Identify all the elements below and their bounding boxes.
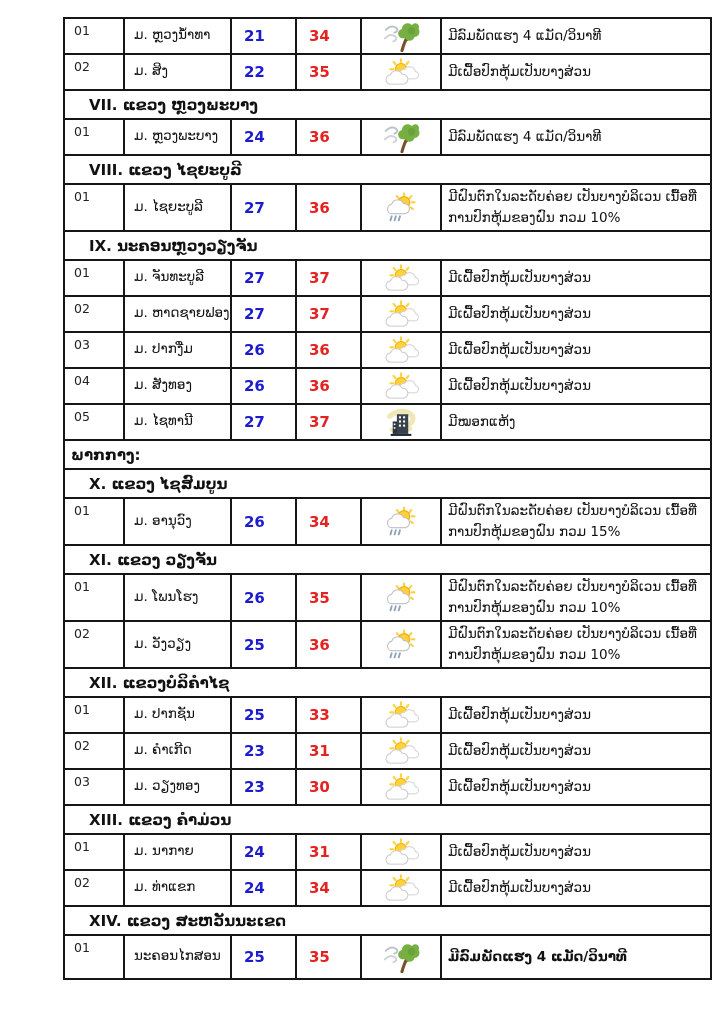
max-temperature: 35 <box>297 936 362 978</box>
sun-rain-icon <box>362 622 442 667</box>
weather-icon-glyph <box>382 263 420 294</box>
table-row <box>65 622 710 669</box>
weather-description: ມີຝົນຕົກໃນລະດັບຄ່ອຍ ເປັນບາງບໍລິເວນ ເນື້ອທີ່ການປົກຫຸ້ມຂອງຝົນ ກວມ 15% <box>448 502 697 540</box>
max-temperature: 36 <box>297 622 362 667</box>
weather-description: ມີເຝື້ອປົກຫຸ້ມເປັນບາງສ່ວນ <box>448 742 591 759</box>
max-temperature: 31 <box>297 734 362 768</box>
province-section-header <box>65 669 710 698</box>
district-name: ມ. ໄຊຍະບູລີ <box>125 185 232 230</box>
district-name: ນະຄອນໄກສອນ <box>125 936 232 978</box>
sun-rain-icon <box>362 499 442 544</box>
table-row <box>65 698 710 734</box>
row-number: 03 <box>65 770 125 804</box>
weather-icon-glyph <box>382 192 420 223</box>
max-temperature: 34 <box>297 499 362 544</box>
row-number: 01 <box>65 936 125 978</box>
row-number: 01 <box>65 261 125 295</box>
min-temperature: 27 <box>232 405 297 439</box>
min-temperature: 25 <box>232 698 297 732</box>
table-row <box>65 575 710 622</box>
region-header <box>65 441 710 470</box>
province-section-label: XI. ແຂວງ ວຽງຈັນ <box>89 550 218 569</box>
table-row <box>65 369 710 405</box>
district-name: ມ. ຄຳເກີດ <box>125 734 232 768</box>
partly-cloudy-icon <box>362 261 442 295</box>
province-section-header <box>65 907 710 936</box>
weather-icon-glyph <box>382 700 420 731</box>
weather-icon-glyph <box>382 772 420 803</box>
max-temperature: 34 <box>297 871 362 905</box>
max-temperature: 34 <box>297 19 362 53</box>
table-row <box>65 499 710 546</box>
district-name: ມ. ປາກຊັນ <box>125 698 232 732</box>
row-number: 01 <box>65 698 125 732</box>
weather-description: ມີເຝື້ອປົກຫຸ້ມເປັນບາງສ່ວນ <box>448 341 591 358</box>
row-number: 02 <box>65 622 125 667</box>
partly-cloudy-icon <box>362 698 442 732</box>
min-temperature: 27 <box>232 261 297 295</box>
sun-rain-icon <box>362 575 442 620</box>
table-row <box>65 261 710 297</box>
table-row <box>65 936 710 978</box>
min-temperature: 26 <box>232 499 297 544</box>
min-temperature: 24 <box>232 120 297 154</box>
min-temperature: 24 <box>232 871 297 905</box>
weather-icon-glyph <box>382 629 420 660</box>
weather-icon-glyph <box>382 122 420 153</box>
province-section-label: VIII. ແຂວງ ໄຊຍະບູລີ <box>89 160 242 179</box>
min-temperature: 26 <box>232 575 297 620</box>
row-number: 01 <box>65 120 125 154</box>
weather-description: ມີຝົນຕົກໃນລະດັບຄ່ອຍ ເປັນບາງບໍລິເວນ ເນື້ອທີ່ການປົກຫຸ້ມຂອງຝົນ ກວມ 10% <box>448 625 697 663</box>
weather-description: ມີໝອກແຫ້ງ <box>448 413 516 430</box>
partly-cloudy-icon <box>362 297 442 331</box>
partly-cloudy-icon <box>362 770 442 804</box>
province-section-label: X. ແຂວງ ໄຊສົມບູນ <box>89 474 228 493</box>
weather-description: ມີເຝື້ອປົກຫຸ້ມເປັນບາງສ່ວນ <box>448 305 591 322</box>
province-section-label: XII. ແຂວງບໍລິຄຳໄຊ <box>89 673 230 692</box>
district-name: ມ. ວັງວຽງ <box>125 622 232 667</box>
province-section-header <box>65 232 710 261</box>
max-temperature: 37 <box>297 261 362 295</box>
row-number: 02 <box>65 297 125 331</box>
table-row <box>65 333 710 369</box>
weather-description: ມີເຝື້ອປົກຫຸ້ມເປັນບາງສ່ວນ <box>448 377 591 394</box>
district-name: ມ. ຫາດຊາຍຟອງ <box>125 297 232 331</box>
weather-description: ມີເຝື້ອປົກຫຸ້ມເປັນບາງສ່ວນ <box>448 778 591 795</box>
min-temperature: 26 <box>232 333 297 367</box>
district-name: ມ. ນາກາຍ <box>125 835 232 869</box>
weather-icon-glyph <box>382 299 420 330</box>
max-temperature: 35 <box>297 575 362 620</box>
row-number: 02 <box>65 55 125 89</box>
row-number: 01 <box>65 19 125 53</box>
district-name: ມ. ໄຊທານີ <box>125 405 232 439</box>
row-number: 04 <box>65 369 125 403</box>
row-number: 02 <box>65 871 125 905</box>
weather-icon-glyph <box>382 837 420 868</box>
weather-icon-glyph <box>382 57 420 88</box>
wind-tree-icon <box>362 19 442 53</box>
min-temperature: 27 <box>232 185 297 230</box>
max-temperature: 36 <box>297 333 362 367</box>
weather-description: ມີລົມພັດແຮງ 4 ແມັດ/ວິນາທີ <box>448 128 602 145</box>
partly-cloudy-icon <box>362 55 442 89</box>
table-row <box>65 19 710 55</box>
min-temperature: 25 <box>232 622 297 667</box>
table-row <box>65 770 710 806</box>
weather-icon-glyph <box>382 335 420 366</box>
weather-icon-glyph <box>382 21 420 52</box>
weather-description: ມີເຝື້ອປົກຫຸ້ມເປັນບາງສ່ວນ <box>448 843 591 860</box>
partly-cloudy-icon <box>362 835 442 869</box>
province-section-label: XIII. ແຂວງ ຄຳມ່ວນ <box>89 810 232 829</box>
region-label: ພາກກາງ: <box>71 445 141 464</box>
max-temperature: 36 <box>297 185 362 230</box>
weather-description: ມີເຝື້ອປົກຫຸ້ມເປັນບາງສ່ວນ <box>448 63 591 80</box>
table-row <box>65 405 710 441</box>
table-row <box>65 297 710 333</box>
province-section-header <box>65 546 710 575</box>
partly-cloudy-icon <box>362 333 442 367</box>
row-number: 01 <box>65 185 125 230</box>
district-name: ມ. ໂພນໂຮງ <box>125 575 232 620</box>
weather-description: ມີລົມພັດແຮງ 4 ແມັດ/ວິນາທີ <box>448 948 627 965</box>
table-row <box>65 835 710 871</box>
district-name: ມ. ວຽງທອງ <box>125 770 232 804</box>
province-section-header <box>65 806 710 835</box>
min-temperature: 23 <box>232 734 297 768</box>
row-number: 01 <box>65 499 125 544</box>
table-row <box>65 120 710 156</box>
weather-icon-glyph <box>382 407 420 438</box>
district-name: ມ. ຈັນທະບູລີ <box>125 261 232 295</box>
max-temperature: 30 <box>297 770 362 804</box>
row-number: 05 <box>65 405 125 439</box>
weather-description: ມີເຝື້ອປົກຫຸ້ມເປັນບາງສ່ວນ <box>448 879 591 896</box>
weather-icon-glyph <box>382 873 420 904</box>
district-name: ມ. ຫຼວງພະບາງ <box>125 120 232 154</box>
province-section-label: IX. ນະຄອນຫຼວງວຽງຈັນ <box>89 236 258 255</box>
row-number: 03 <box>65 333 125 367</box>
district-name: ມ. ທ່າແຂກ <box>125 871 232 905</box>
max-temperature: 37 <box>297 405 362 439</box>
weather-description: ມີລົມພັດແຮງ 4 ແມັດ/ວິນາທີ <box>448 27 602 44</box>
wind-tree-icon <box>362 120 442 154</box>
max-temperature: 31 <box>297 835 362 869</box>
partly-cloudy-icon <box>362 871 442 905</box>
max-temperature: 33 <box>297 698 362 732</box>
weather-icon-glyph <box>382 736 420 767</box>
haze-city-icon <box>362 405 442 439</box>
weather-description: ມີຝົນຕົກໃນລະດັບຄ່ອຍ ເປັນບາງບໍລິເວນ ເນື້ອທີ່ການປົກຫຸ້ມຂອງຝົນ ກວມ 10% <box>448 578 697 616</box>
min-temperature: 25 <box>232 936 297 978</box>
province-section-header <box>65 470 710 499</box>
max-temperature: 35 <box>297 55 362 89</box>
min-temperature: 23 <box>232 770 297 804</box>
district-name: ມ. ອານຸວົງ <box>125 499 232 544</box>
max-temperature: 37 <box>297 297 362 331</box>
weather-icon-glyph <box>382 371 420 402</box>
partly-cloudy-icon <box>362 369 442 403</box>
weather-icon-glyph <box>382 942 420 973</box>
table-row <box>65 185 710 232</box>
min-temperature: 27 <box>232 297 297 331</box>
partly-cloudy-icon <box>362 734 442 768</box>
province-section-label: VII. ແຂວງ ຫຼວງພະບາງ <box>89 95 258 114</box>
min-temperature: 21 <box>232 19 297 53</box>
forecast-table <box>63 17 712 980</box>
min-temperature: 22 <box>232 55 297 89</box>
province-section-header <box>65 156 710 185</box>
max-temperature: 36 <box>297 369 362 403</box>
district-name: ມ. ປາກງື່ມ <box>125 333 232 367</box>
row-number: 01 <box>65 575 125 620</box>
weather-description: ມີເຝື້ອປົກຫຸ້ມເປັນບາງສ່ວນ <box>448 706 591 723</box>
province-section-label: XIV. ແຂວງ ສະຫວັນນະເຂດ <box>89 911 286 930</box>
row-number: 02 <box>65 734 125 768</box>
sun-rain-icon <box>362 185 442 230</box>
wind-tree-icon <box>362 936 442 978</box>
province-section-header <box>65 91 710 120</box>
district-name: ມ. ຫຼວງນ້ຳທາ <box>125 19 232 53</box>
district-name: ມ. ສັງທອງ <box>125 369 232 403</box>
weather-description: ມີຝົນຕົກໃນລະດັບຄ່ອຍ ເປັນບາງບໍລິເວນ ເນື້ອທີ່ການປົກຫຸ້ມຂອງຝົນ ກວມ 10% <box>448 188 697 226</box>
max-temperature: 36 <box>297 120 362 154</box>
weather-icon-glyph <box>382 582 420 613</box>
table-row <box>65 871 710 907</box>
row-number: 01 <box>65 835 125 869</box>
min-temperature: 24 <box>232 835 297 869</box>
weather-description: ມີເຝື້ອປົກຫຸ້ມເປັນບາງສ່ວນ <box>448 269 591 286</box>
table-row <box>65 734 710 770</box>
weather-icon-glyph <box>382 506 420 537</box>
min-temperature: 26 <box>232 369 297 403</box>
table-row <box>65 55 710 91</box>
district-name: ມ. ສິງ <box>125 55 232 89</box>
